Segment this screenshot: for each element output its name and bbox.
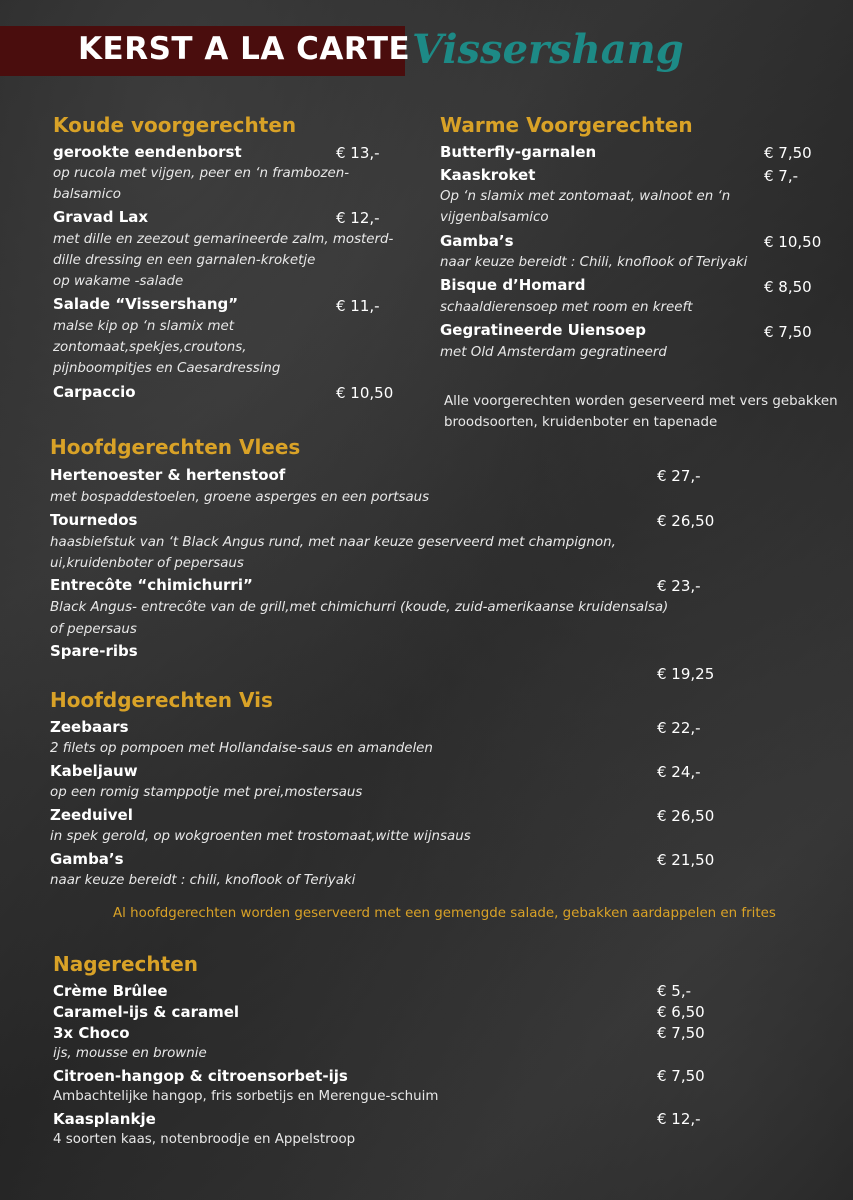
menu-item-price: € 6,50: [657, 1003, 705, 1021]
menu-item-price: € 23,-: [657, 577, 701, 595]
section-heading-cold: Koude voorgerechten: [53, 113, 297, 137]
menu-item-price: € 24,-: [657, 763, 701, 781]
menu-item-price: € 26,50: [657, 807, 715, 825]
menu-item-name: Gravad Lax: [53, 208, 149, 226]
menu-item-name: Gegratineerde Uiensoep: [440, 321, 646, 339]
menu-item-description: 2 filets op pompoen met Hollandaise-saus en amandelen: [50, 741, 433, 756]
menu-item-description: op een romig stamppotje met prei,mostersaus: [50, 785, 363, 800]
starters-note: broodsoorten, kruidenboter en tapenade: [444, 415, 718, 430]
menu-item-description: pijnboompitjes en Caesardressing: [53, 361, 281, 376]
menu-item-name: Gamba’s: [440, 232, 514, 250]
menu-item-description: met dille en zeezout gemarineerde zalm, mosterd-: [53, 232, 394, 247]
menu-item-name: Caramel-ijs & caramel: [53, 1003, 240, 1021]
menu-item-description: balsamico: [53, 187, 121, 202]
menu-item-name: Spare-ribs: [50, 642, 138, 660]
menu-item-description: ijs, mousse en brownie: [53, 1046, 207, 1061]
menu-item-name: Tournedos: [50, 511, 138, 529]
menu-item-name: Salade “Vissershang”: [53, 295, 239, 313]
menu-item-name: Bisque d’Homard: [440, 276, 586, 294]
menu-item-name: Zeeduivel: [50, 806, 133, 824]
mains-note: Al hoofdgerechten worden geserveerd met een gemengde salade, gebakken aardappelen en frites: [113, 906, 776, 921]
menu-item-description: met bospaddestoelen, groene asperges en een portsaus: [50, 490, 430, 505]
section-heading-fish: Hoofdgerechten Vis: [50, 688, 273, 712]
menu-item-name: Entrecôte “chimichurri”: [50, 576, 253, 594]
menu-item-price: € 5,-: [657, 982, 692, 1000]
menu-item-price: € 7,-: [764, 167, 799, 185]
brand-name: Vissershang: [412, 26, 684, 73]
menu-item-name: gerookte eendenborst: [53, 143, 242, 161]
menu-item-name: Kaasplankje: [53, 1110, 156, 1128]
menu-item-description: of pepersaus: [50, 622, 137, 637]
menu-item-description: Black Angus- entrecôte van de grill,met chimichurri (koude, zuid-amerikaanse kruidensalsa): [50, 600, 669, 615]
menu-item-price: € 12,-: [336, 209, 380, 227]
menu-item-price: € 13,-: [336, 144, 380, 162]
menu-item-description: naar keuze bereidt : Chili, knoflook of Teriyaki: [440, 255, 748, 270]
menu-item-description: naar keuze bereidt : chili, knoflook of Teriyaki: [50, 873, 356, 888]
menu-item-price: € 19,25: [657, 665, 715, 683]
menu-item-description: op rucola met vijgen, peer en ‘n frambozen-: [53, 166, 350, 181]
menu-item-price: € 7,50: [764, 144, 812, 162]
menu-item-price: € 10,50: [336, 384, 394, 402]
menu-item-price: € 27,-: [657, 467, 701, 485]
menu-item-description: schaaldierensoep met room en kreeft: [440, 300, 693, 315]
menu-item-name: 3x Choco: [53, 1024, 130, 1042]
menu-item-price: € 7,50: [657, 1024, 705, 1042]
starters-note: Alle voorgerechten worden geserveerd met vers gebakken: [444, 394, 838, 409]
menu-item-price: € 7,50: [764, 323, 812, 341]
menu-item-name: Kaaskroket: [440, 166, 536, 184]
menu-item-price: € 26,50: [657, 512, 715, 530]
menu-item-price: € 12,-: [657, 1110, 701, 1128]
menu-title: KERST A LA CARTE: [78, 31, 411, 67]
menu-item-description: 4 soorten kaas, notenbroodje en Appelstroop: [53, 1132, 356, 1147]
menu-item-name: Gamba’s: [50, 850, 124, 868]
menu-item-name: Citroen-hangop & citroensorbet-ijs: [53, 1067, 348, 1085]
menu-item-name: Zeebaars: [50, 718, 129, 736]
menu-item-description: op wakame -salade: [53, 274, 184, 289]
menu-item-name: Crème Brûlee: [53, 982, 168, 1000]
section-heading-warm: Warme Voorgerechten: [440, 113, 693, 137]
section-heading-meat: Hoofdgerechten Vlees: [50, 435, 301, 459]
menu-item-name: Kabeljauw: [50, 762, 138, 780]
menu-item-description: dille dressing en een garnalen-kroketje: [53, 253, 316, 268]
menu-item-price: € 11,-: [336, 297, 380, 315]
menu-item-name: Carpaccio: [53, 383, 136, 401]
menu-item-description: haasbiefstuk van ‘t Black Angus rund, met naar keuze geserveerd met champignon,: [50, 535, 616, 550]
menu-item-name: Hertenoester & hertenstoof: [50, 466, 286, 484]
menu-item-name: Butterfly-garnalen: [440, 143, 597, 161]
menu-item-price: € 8,50: [764, 278, 812, 296]
menu-item-description: vijgenbalsamico: [440, 210, 549, 225]
menu-item-price: € 7,50: [657, 1067, 705, 1085]
menu-item-price: € 21,50: [657, 851, 715, 869]
menu-item-description: zontomaat,spekjes,croutons,: [53, 340, 247, 355]
menu-item-description: ui,kruidenboter of pepersaus: [50, 556, 244, 571]
menu-item-price: € 10,50: [764, 233, 822, 251]
menu-item-description: Op ‘n slamix met zontomaat, walnoot en ‘n: [440, 189, 731, 204]
menu-item-description: malse kip op ‘n slamix met: [53, 319, 235, 334]
menu-item-description: met Old Amsterdam gegratineerd: [440, 345, 667, 360]
section-heading-dessert: Nagerechten: [53, 952, 198, 976]
menu-item-description: Ambachtelijke hangop, fris sorbetijs en Merengue-schuim: [53, 1089, 439, 1104]
menu-item-price: € 22,-: [657, 719, 701, 737]
menu-item-description: in spek gerold, op wokgroenten met trostomaat,witte wijnsaus: [50, 829, 471, 844]
